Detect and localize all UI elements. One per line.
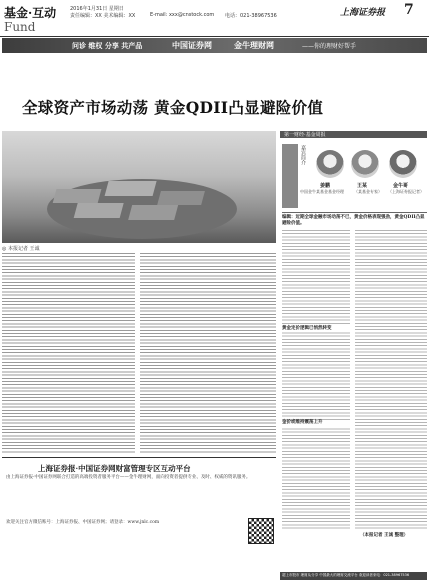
footer-text: 超上市股市 理财从分享 中国最大的理财交流平台 欢迎读者来电：021-38967536: [282, 573, 410, 577]
quote-lead: 编辑：近期全球金融市场动荡不已，黄金价格表现强劲，黄金QDII凸显避险价值。: [282, 215, 425, 226]
banner-brand: 中国证券网: [172, 41, 212, 50]
email-line: E-mail: xxx@cnstock.com: [150, 12, 215, 18]
ad-text-1: 由上海证券报·中国证券网联合打造的高端投资者服务平台——金牛理财网，面向投资者提供专业、及时、权威的资讯服务。: [6, 475, 251, 480]
expert-photo-3: [389, 150, 417, 178]
side-label: [282, 144, 298, 208]
paper-name: 上海证券报: [340, 8, 386, 18]
ad-title: 上海证券报·中国证券网财富管理专区互动平台: [38, 464, 191, 473]
expert-title-2: （某基金专家）: [354, 189, 382, 194]
section-title: 基金·互动: [4, 6, 57, 20]
banner-brand2: 金牛理财网: [234, 41, 274, 50]
section-subtitle: Fund: [4, 20, 36, 34]
interview-subhead-2: 金价或维持震荡上升: [282, 420, 350, 426]
headline: 全球资产市场动荡 黄金QDII凸显避险价值: [22, 98, 324, 117]
expert-photo-1: [316, 150, 344, 178]
gold-bars-image: [2, 131, 276, 243]
interview-subhead-1: 黄金定价逻辑已悄然转变: [282, 326, 350, 332]
date-line: 2016年1月31日 星期日: [70, 6, 124, 12]
phone-line: 电话：021-38967536: [225, 13, 277, 19]
banner-tagline: ——你的理财好帮手: [302, 43, 357, 50]
ad-text-2: 欢迎关注官方微信账号：上海证券报、中国证券网；请登录：www.jnlc.com: [6, 520, 160, 525]
masthead: [0, 0, 429, 38]
footer-bar: [280, 572, 427, 580]
qr-code: [248, 518, 274, 544]
expert-name-3: 金牛哥: [393, 183, 409, 189]
promo-banner: [2, 38, 427, 53]
right-column-label-bar: [280, 131, 427, 138]
expert-title-3: （上海证券报记者）: [388, 189, 424, 194]
article-photo: [2, 131, 276, 243]
ad-box: [2, 457, 276, 557]
right-divider: [282, 212, 427, 213]
intro-label: 嘉宾简介: [300, 145, 306, 165]
editor-note: （本报记者 王诚 整理）: [360, 533, 409, 538]
byline: ◎ 本报记者 王诚: [2, 246, 40, 252]
editor-line: 责任编辑：XX 美术编辑：XX: [70, 13, 136, 19]
expert-name-2: 王某: [357, 183, 368, 189]
right-column-label: 第一财经·基金周报: [284, 132, 326, 138]
banner-slogan: 问诊 维权 分享 共产品: [72, 42, 143, 50]
article-body-col1: [2, 253, 135, 453]
header-rule: [0, 36, 429, 37]
expert-photo-2: [351, 150, 379, 178]
interview-col2: [355, 230, 427, 530]
article-body-col2: [140, 253, 276, 453]
expert-title-1: 中国金牛某基金基金经理: [300, 189, 344, 194]
interview-col1: [282, 230, 350, 530]
page-number: 7: [404, 2, 414, 18]
expert-name-1: 姜鹏: [320, 183, 331, 189]
